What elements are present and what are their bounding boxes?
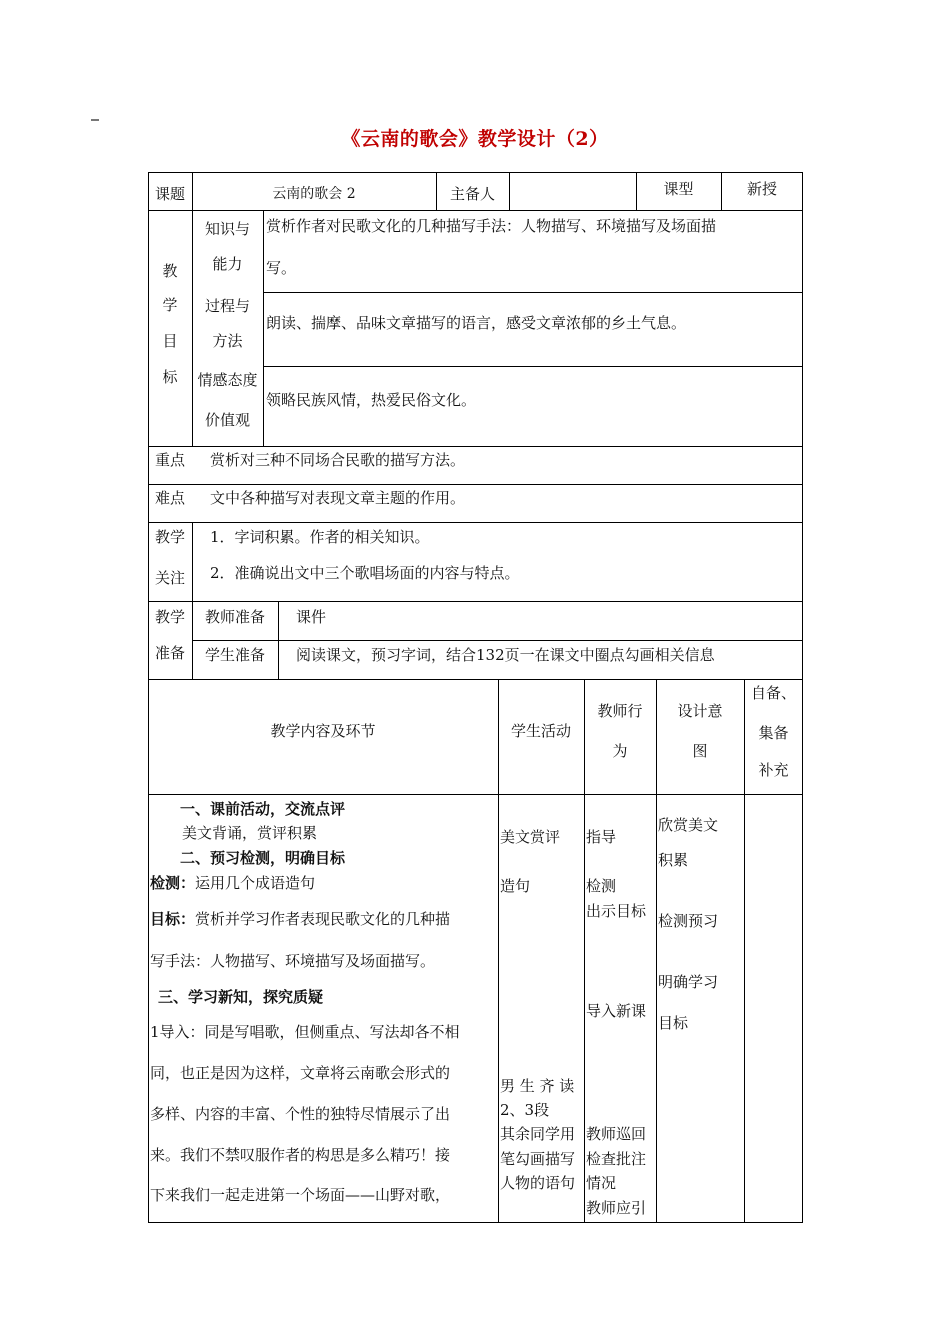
goal-knowledge-label: 知识与 — [204, 220, 250, 238]
goal-text: 赏析并学习作者表现民歌文化的几种描 — [195, 910, 451, 928]
type-label: 课型 — [663, 180, 694, 198]
type-value: 新授 — [746, 180, 777, 198]
key-point-text: 赏析对三种不同场合民歌的描写方法。 — [210, 451, 466, 469]
intro-line: 同，也正是因为这样，文章将云南歌会形式的 — [150, 1064, 451, 1082]
design-intent: 欣赏美文 — [658, 816, 719, 834]
student-activity: 其余同学用 — [500, 1125, 576, 1143]
teacher-action: 出示目标 — [586, 902, 647, 920]
col-design-header: 图 — [692, 742, 708, 760]
section-1-heading: 一、课前活动，交流点评 — [180, 800, 346, 818]
teacher-action: 导入新课 — [586, 1002, 647, 1020]
focus-label: 关注 — [154, 569, 185, 587]
goals-label-char: 目 — [162, 332, 178, 350]
teacher-action: 教师应引 — [586, 1199, 647, 1217]
design-intent: 明确学习 — [658, 973, 719, 991]
col-supplement-header: 集备 — [758, 724, 789, 742]
teacher-action: 教师巡回 — [586, 1125, 647, 1143]
teacher-prep-value: 课件 — [296, 608, 327, 626]
col-design-header: 设计意 — [677, 702, 723, 720]
difficulty-text: 文中各种描写对表现文章主题的作用。 — [210, 489, 466, 507]
col-teacher-header: 为 — [612, 742, 628, 760]
col-supplement-header: 自备、 — [750, 684, 796, 702]
goal-line — [150, 909, 450, 929]
goal-emotion-label: 价值观 — [204, 411, 250, 429]
student-activity: 笔勾画描写 — [500, 1150, 576, 1168]
student-activity: 造句 — [500, 877, 531, 895]
focus-item: 2．准确说出文中三个歌唱场面的内容与特点。 — [210, 564, 520, 582]
goal-emotion-text: 领略民族风情，热爱民俗文化。 — [266, 391, 477, 409]
col-student-header: 学生活动 — [510, 722, 571, 740]
intro-line: 来。我们不禁叹服作者的构思是多么精巧！接 — [150, 1146, 451, 1164]
goal-process-text: 朗读、揣摩、品味文章描写的语言，感受文章浓郁的乡土气息。 — [266, 314, 687, 332]
topic-label: 课题 — [154, 185, 185, 203]
prep-label: 准备 — [154, 644, 185, 662]
goals-label-char: 教 — [162, 262, 178, 280]
col-teacher-header: 教师行 — [597, 702, 643, 720]
intro-line: 1导入：同是写唱歌，但侧重点、写法却各不相 — [150, 1023, 460, 1041]
lesson-plan-table — [148, 172, 803, 1223]
student-activity: 男 生 齐 读 — [500, 1077, 575, 1095]
student-activity: 人物的语句 — [500, 1174, 576, 1192]
goal-text: 写手法：人物描写、环境描写及场面描写。 — [150, 952, 436, 970]
col-content-header: 教学内容及环节 — [270, 722, 376, 740]
teacher-action: 情况 — [586, 1174, 617, 1192]
goal-process-label: 过程与 — [204, 297, 250, 315]
student-activity: 2、3段 — [500, 1101, 550, 1119]
design-intent: 目标 — [658, 1014, 689, 1032]
goals-label-char: 标 — [162, 368, 178, 386]
check-line — [150, 873, 315, 893]
section-2-heading: 二、预习检测，明确目标 — [180, 849, 346, 867]
document-title: 《云南的歌会》教学设计（2） — [341, 128, 609, 150]
design-intent: 积累 — [658, 851, 689, 869]
key-point-label: 重点 — [154, 451, 185, 469]
goal-knowledge-text: 赏析作者对民歌文化的几种描写手法：人物描写、环境描写及场面描 — [266, 217, 717, 235]
student-activity: 美文赏评 — [500, 828, 561, 846]
teacher-action: 指导 — [586, 828, 617, 846]
prep-label: 教学 — [154, 608, 185, 626]
student-prep-value: 阅读课文，预习字词，结合132页一在课文中圈点勾画相关信息 — [296, 646, 715, 664]
author-label: 主备人 — [449, 185, 495, 203]
goals-label-char: 学 — [162, 296, 178, 314]
goal-knowledge-label: 能力 — [212, 255, 243, 273]
teacher-action: 检测 — [586, 877, 617, 895]
design-intent: 检测预习 — [658, 912, 719, 930]
check-text: 运用几个成语造句 — [195, 874, 316, 892]
goal-process-label: 方法 — [212, 332, 243, 350]
section-1-text: 美文背诵，赏评积累 — [182, 824, 318, 842]
teacher-prep-label: 教师准备 — [204, 608, 265, 626]
section-3-heading: 三、学习新知，探究质疑 — [158, 988, 324, 1006]
intro-line: 下来我们一起走进第一个场面——山野对歌， — [150, 1186, 451, 1204]
goal-knowledge-text: 写。 — [266, 259, 297, 277]
col-supplement-header: 补充 — [758, 761, 789, 779]
intro-line: 多样、内容的丰富、个性的独特尽情展示了出 — [150, 1105, 451, 1123]
page-mark — [91, 119, 99, 121]
focus-item: 1．字词积累。作者的相关知识。 — [210, 528, 430, 546]
focus-label: 教学 — [154, 528, 185, 546]
topic-value: 云南的歌会 2 — [272, 186, 356, 202]
teacher-action: 检查批注 — [586, 1150, 647, 1168]
goal-emotion-label: 情感态度 — [197, 371, 258, 389]
student-prep-label: 学生准备 — [204, 646, 265, 664]
goal-label: 目标： — [150, 910, 196, 928]
check-label: 检测： — [150, 874, 196, 892]
difficulty-label: 难点 — [154, 489, 185, 507]
